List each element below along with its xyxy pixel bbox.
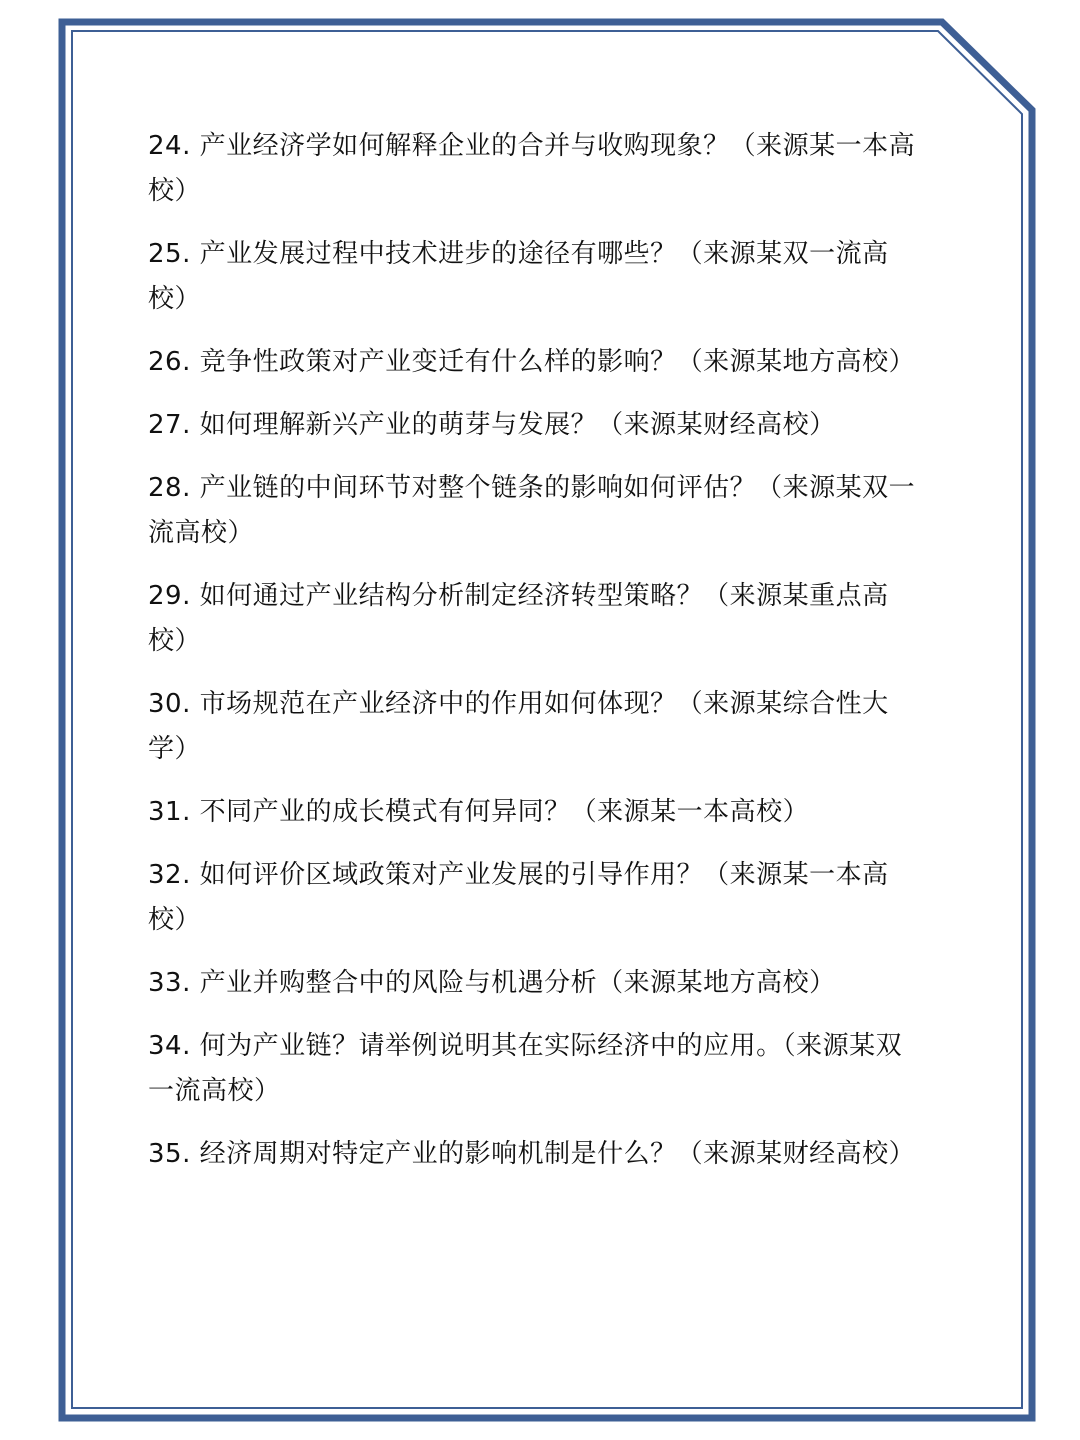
- question-item: 29. 如何通过产业结构分析制定经济转型策略？（来源某重点高校）: [148, 581, 889, 656]
- question-item: 30. 市场规范在产业经济中的作用如何体现？（来源某综合性大学）: [148, 689, 889, 764]
- question-item: 35. 经济周期对特定产业的影响机制是什么？（来源某财经高校）: [148, 1139, 916, 1169]
- question-item: 27. 如何理解新兴产业的萌芽与发展？（来源某财经高校）: [148, 410, 836, 440]
- question-item: 26. 竞争性政策对产业变迁有什么样的影响？（来源某地方高校）: [148, 347, 916, 377]
- question-item: 24. 产业经济学如何解释企业的合并与收购现象？（来源某一本高校）: [148, 131, 916, 206]
- question-item: 25. 产业发展过程中技术进步的途径有哪些？（来源某双一流高校）: [148, 239, 889, 314]
- question-item: 32. 如何评价区域政策对产业发展的引导作用？（来源某一本高校）: [148, 860, 889, 935]
- question-item: 31. 不同产业的成长模式有何异同？（来源某一本高校）: [148, 797, 810, 827]
- question-list: [148, 124, 928, 1195]
- question-item: 34. 何为产业链？请举例说明其在实际经济中的应用。（来源某双一流高校）: [148, 1031, 903, 1106]
- question-item: 33. 产业并购整合中的风险与机遇分析（来源某地方高校）: [148, 968, 836, 998]
- question-item: 28. 产业链的中间环节对整个链条的影响如何评估？（来源某双一流高校）: [148, 473, 916, 548]
